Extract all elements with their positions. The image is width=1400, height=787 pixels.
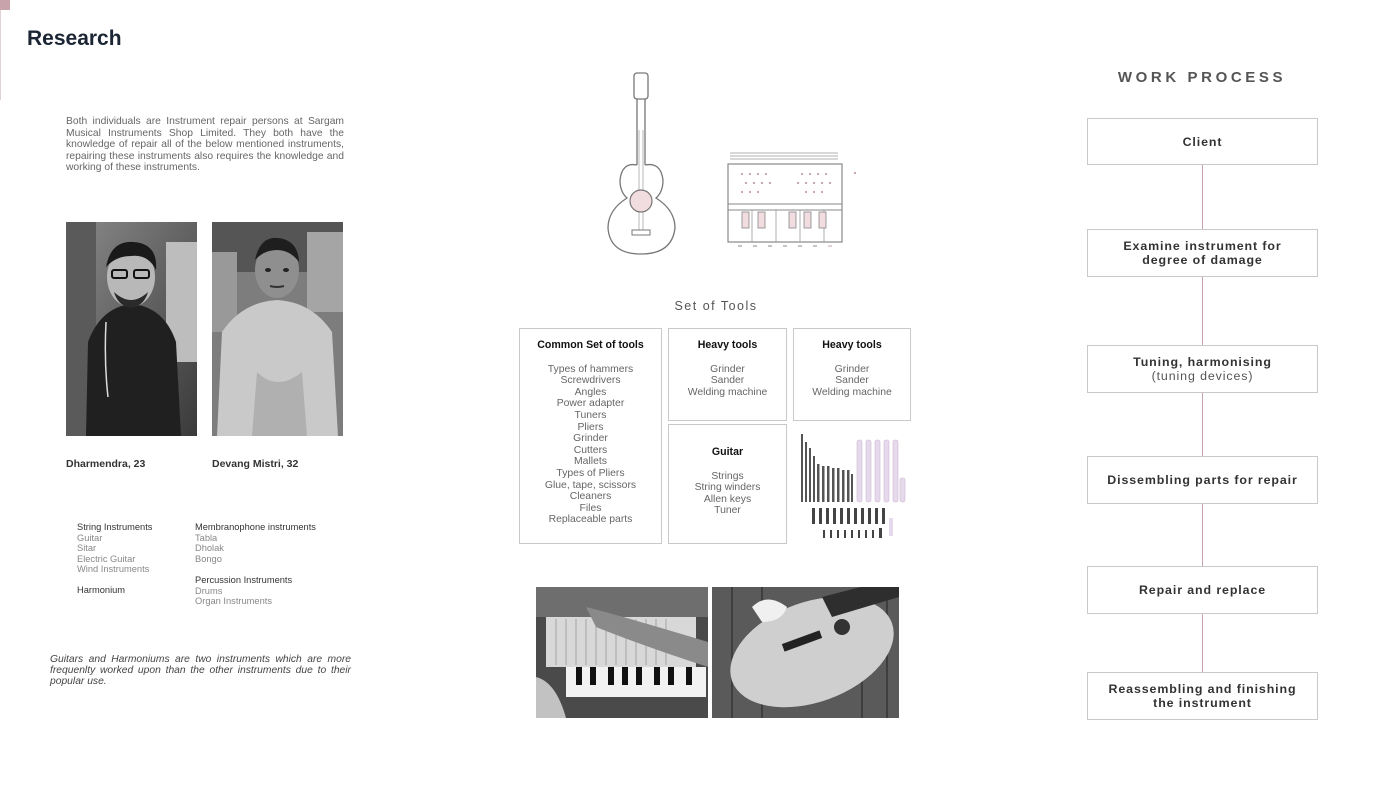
step-sublabel: (tuning devices)	[1151, 369, 1254, 383]
list-item: Mallets	[574, 456, 607, 468]
process-step-repair	[1087, 566, 1318, 614]
step-label: Reassembling and finishing	[1108, 682, 1297, 696]
list-item: Glue, tape, scissors	[544, 479, 637, 491]
harmonium-repair-photo	[536, 587, 708, 718]
list-item: Dholak	[195, 543, 224, 553]
page-title: Research	[27, 27, 122, 50]
process-step-client	[1087, 118, 1318, 165]
portrait-photo-devang	[212, 222, 343, 436]
box-heading: Common Set of tools	[537, 339, 644, 351]
list-item: Guitar	[77, 532, 103, 543]
list-item: Replaceable parts	[548, 514, 633, 526]
step-label: Tuning, harmonising	[1133, 355, 1272, 369]
tools-section-title: Set of Tools	[674, 299, 758, 313]
list-item: Grinder	[710, 363, 745, 375]
list-item: Wind Instruments	[77, 564, 150, 574]
common-tools-box	[519, 328, 662, 544]
step-label: the instrument	[1153, 696, 1252, 710]
list-item: Types of Pliers	[556, 467, 625, 479]
list-item: String winders	[694, 482, 761, 494]
list-heading: Membranophone instruments	[195, 522, 316, 532]
list-item: Organ Instruments	[195, 596, 272, 606]
membranophone-instruments-list	[195, 522, 316, 564]
portrait-photo-dharmendra	[66, 222, 197, 436]
list-item: Allen keys	[703, 493, 752, 505]
list-item: Angles	[574, 386, 607, 398]
list-item: Cleaners	[569, 491, 612, 503]
process-step-tuning	[1087, 345, 1318, 393]
list-item: Electric Guitar	[77, 553, 136, 564]
person-name-1: Dharmendra, 23	[66, 458, 146, 470]
list-heading: Harmonium	[77, 585, 126, 595]
list-item: Strings	[711, 470, 744, 482]
process-step-reassembling	[1087, 672, 1318, 720]
intro-paragraph: Both individuals are Instrument repair persons at Sargam Musical Instruments Shop Limited. They both have the knowledge of repair all of the below mentioned instruments, repairing these instruments also requires the knowledge and working of these instruments.	[66, 116, 344, 174]
step-label: degree of damage	[1142, 253, 1263, 267]
list-heading: String Instruments	[77, 522, 153, 532]
list-item: Files	[579, 502, 602, 514]
list-item: Screwdrivers	[560, 375, 621, 387]
list-item: Sander	[835, 375, 869, 387]
footnote: Guitars and Harmoniums are two instruments which are more frequenlty worked upon than the other instruments due to their popular use.	[50, 654, 351, 687]
list-item: Cutters	[573, 444, 608, 456]
list-item: Welding machine	[812, 386, 892, 398]
heavy-tools-box-1	[668, 328, 787, 421]
guitar-tools-box	[668, 424, 787, 544]
person-name-2: Devang Mistri, 32	[212, 458, 299, 470]
list-item: Sitar	[77, 543, 97, 553]
list-heading: Percussion Instruments	[195, 575, 293, 585]
corner-accent-line	[0, 10, 1, 100]
list-item: Types of hammers	[547, 363, 634, 375]
list-item: Tuner	[714, 505, 741, 517]
list-item: Welding machine	[687, 386, 768, 398]
harmonium-heading	[77, 585, 125, 596]
step-label: Client	[1182, 134, 1223, 149]
work-process-title: WORK PROCESS	[1117, 69, 1287, 86]
percussion-instruments-list	[195, 575, 292, 607]
list-item: Grinder	[573, 433, 608, 445]
box-heading: Guitar	[711, 446, 744, 458]
heavy-tools-box-2	[793, 328, 911, 421]
step-label: Examine instrument for	[1123, 239, 1282, 253]
process-step-dissembling	[1087, 456, 1318, 504]
list-item: Sander	[710, 375, 745, 387]
string-instruments-list	[77, 522, 152, 575]
step-label: Repair and replace	[1138, 583, 1267, 597]
list-item: Tabla	[195, 532, 218, 543]
step-label: Dissembling parts for repair	[1107, 473, 1298, 487]
list-item: Tuners	[574, 409, 607, 421]
harmonium-icon	[724, 150, 859, 250]
box-heading: Heavy tools	[697, 339, 758, 351]
tools-icon	[798, 430, 910, 542]
list-item: Drums	[195, 585, 223, 596]
corner-accent-mark	[0, 0, 10, 10]
list-item: Power adapter	[556, 398, 625, 410]
box-heading: Heavy tools	[822, 339, 882, 351]
list-item: Pliers	[577, 421, 604, 433]
list-item: Bongo	[195, 553, 222, 564]
list-item: Grinder	[834, 363, 870, 375]
process-step-examine	[1087, 229, 1318, 277]
guitar-icon	[600, 70, 685, 260]
guitar-repair-photo	[712, 587, 899, 718]
